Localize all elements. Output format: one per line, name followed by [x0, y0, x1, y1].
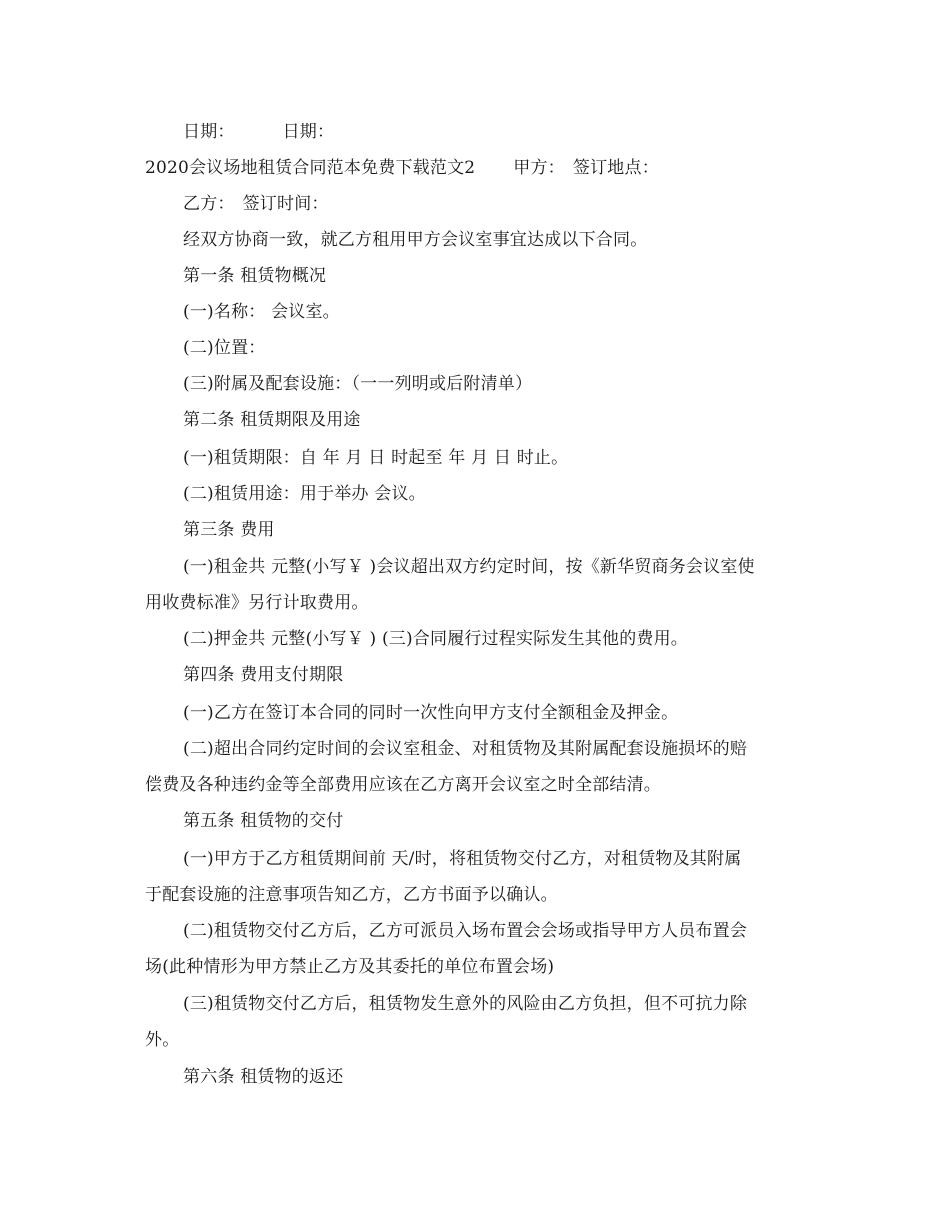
sign-place-label: 签订地点： [572, 158, 659, 178]
paragraph-1-1: (一)名称： 会议室。 [183, 302, 340, 322]
paragraph-intro: 经双方协商一致，就乙方租用甲方会议室事宜达成以下合同。 [183, 230, 648, 250]
article-1-heading: 第一条 租赁物概况 [183, 266, 327, 286]
sign-time-label: 签订时间： [242, 194, 329, 214]
paragraph-3-1-cont: 用收费标准》另行计取费用。 [145, 593, 369, 613]
date-line [183, 121, 334, 143]
title-line [145, 157, 659, 179]
paragraph-5-2: (二)租赁物交付乙方后，乙方可派员入场布置会会场或指导甲方人员布置会 [183, 921, 748, 941]
paragraph-4-1: (一)乙方在签订本合同的同时一次性向甲方支付全额租金及押金。 [183, 703, 679, 723]
paragraph-5-3: (三)租赁物交付乙方后，租赁物发生意外的风险由乙方负担，但不可抗力除 [183, 994, 748, 1014]
paragraph-1-3: (三)附属及配套设施：（一一列明或后附清单） [183, 374, 533, 394]
paragraph-1-2: (二)位置： [183, 338, 266, 358]
party-b-label: 乙方： [183, 194, 235, 214]
party-b-line [183, 193, 329, 215]
article-6-heading: 第六条 租赁物的返还 [183, 1067, 344, 1087]
paragraph-5-1: (一)甲方于乙方租赁期间前 天/时，将租赁物交付乙方，对租赁物及其附属 [183, 849, 742, 869]
paragraph-5-2-cont: 场(此种情形为甲方禁止乙方及其委托的单位布置会场) [145, 957, 555, 977]
paragraph-2-2: (二)租赁用途：用于举办 会议。 [183, 484, 426, 504]
paragraph-3-2: (二)押金共 元整(小写￥ ) (三)合同履行过程实际发生其他的费用。 [183, 629, 689, 649]
date-label-a: 日期： [183, 122, 235, 142]
date-label-b: 日期： [282, 122, 335, 142]
article-3-heading: 第三条 费用 [183, 520, 275, 540]
party-a-label: 甲方： [513, 158, 565, 178]
paragraph-5-1-cont: 于配套设施的注意事项告知乙方，乙方书面予以确认。 [145, 885, 558, 905]
article-5-heading: 第五条 租赁物的交付 [183, 811, 344, 831]
paragraph-4-2-cont: 偿费及各种违约金等全部费用应该在乙方离开会议室之时全部结清。 [145, 775, 661, 795]
paragraph-2-1: (一)租赁期限：自 年 月 日 时起至 年 月 日 时止。 [183, 448, 569, 468]
paragraph-4-2: (二)超出合同约定时间的会议室租金、对租赁物及其附属配套设施损坏的赔 [183, 739, 748, 759]
paragraph-3-1: (一)租金共 元整(小写￥ )会议超出双方约定时间，按《新华贸商务会议室使 [183, 557, 755, 577]
document-title: 2020会议场地租赁合同范本免费下载范文2 [145, 158, 476, 178]
paragraph-5-3-cont: 外。 [145, 1030, 180, 1050]
article-2-heading: 第二条 租赁期限及用途 [183, 410, 361, 430]
article-4-heading: 第四条 费用支付期限 [183, 665, 344, 685]
